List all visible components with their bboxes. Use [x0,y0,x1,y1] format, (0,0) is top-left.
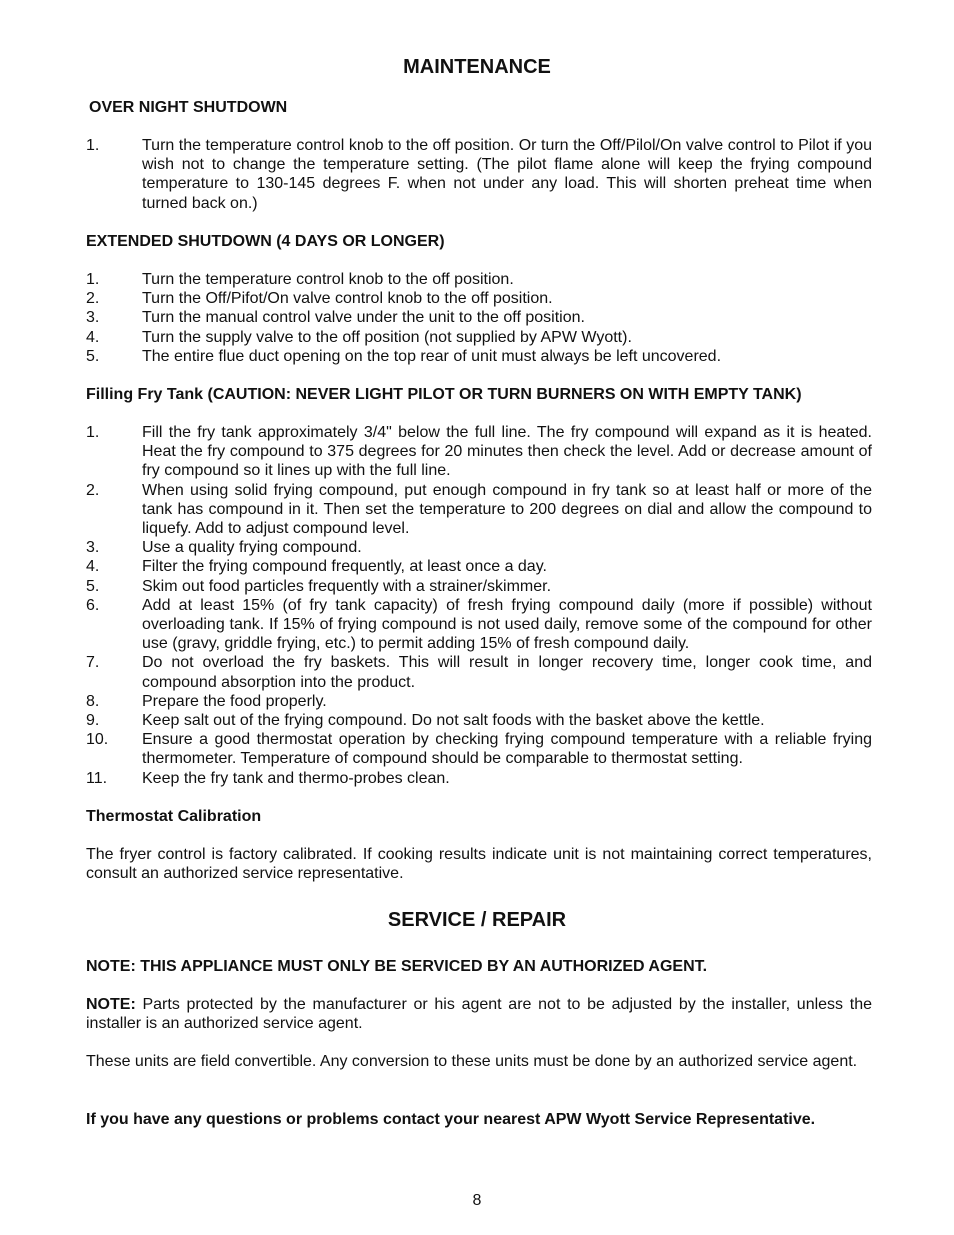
thermostat-calibration-heading: Thermostat Calibration [86,808,262,825]
item-text: Fill the fry tank approximately 3/4" below the full line. The fry compound will expand as it is heated. Heat the fry compound to 375 degrees for 20 minutes then check the level. Add or decrease amount of fry compound so it lines up with the full line. [142,424,872,480]
item-number: 4. [86,558,100,576]
list-item [86,328,872,347]
maintenance-title: MAINTENANCE [403,56,551,78]
list-item [86,730,872,768]
overnight-shutdown-list [86,136,872,213]
service-note-parts [86,995,872,1033]
page-number: 8 [472,1192,482,1209]
list-item [86,481,872,539]
item-number: 1. [86,424,100,441]
item-text: Turn the temperature control knob to the off position. [142,271,514,288]
extended-shutdown-heading: EXTENDED SHUTDOWN (4 DAYS OR LONGER) [86,233,445,250]
item-text: Skim out food particles frequently with a strainer/skimmer. [142,577,552,595]
item-text: Turn the supply valve to the off position (not supplied by APW Wyott). [142,328,632,346]
list-item [86,577,872,596]
list-item [86,538,872,557]
item-number: 9. [86,712,100,730]
item-number: 1. [86,137,100,154]
list-item [86,308,872,327]
item-text: Filter the frying compound frequently, at least once a day. [142,558,547,576]
item-text: Prepare the food properly. [142,692,327,710]
overnight-shutdown-heading: OVER NIGHT SHUTDOWN [89,99,288,116]
item-number: 11. [86,769,108,787]
list-item [86,289,872,308]
item-number: 4. [86,328,100,346]
item-text: Use a quality frying compound. [142,539,362,557]
note-text: Parts protected by the manufacturer or his agent are not to be adjusted by the installer, unless the installer is an authorized service agent. [86,996,872,1033]
item-number: 3. [86,309,100,327]
list-item [86,557,872,576]
item-text: Add at least 15% (of fry tank capacity) of fresh frying compound daily (more if possible) without overloading tank. If 15% of frying compound is not used daily, remove some of the compound for other use (gravy, griddle frying, etc.) to permit adding 15% of fresh compound daily. [142,596,872,653]
item-text: When using solid frying compound, put enough compound in fry tank so at least half or more of the tank has compound in it. Then set the temperature to 200 degrees on dial and allow the compound to liquefy. Add to adjust compound level. [142,481,872,538]
note-label: NOTE: [86,996,136,1013]
item-number: 6. [86,596,100,614]
item-number: 7. [86,654,100,672]
item-text: Turn the temperature control knob to the off position. Or turn the Off/Pilol/On valve control to Pilot if you wish not to change the temperature setting. (The pilot flame alone will keep the frying compound temperature to 130-145 degrees F. when not under any load. This will shorten preheat time when turned back on.) [142,137,872,212]
item-number: 2. [86,481,100,499]
list-item [86,769,872,788]
thermostat-calibration-text: The fryer control is factory calibrated. If cooking results indicate unit is not maintaining correct temperatures, consult an authorized service representative. [86,846,872,883]
contact-service-text: If you have any questions or problems contact your nearest APW Wyott Service Representative. [86,1111,816,1128]
list-item [86,270,872,289]
list-item [86,711,872,730]
item-text: Keep salt out of the frying compound. Do not salt foods with the basket above the kettle. [142,712,765,730]
list-item [86,653,872,691]
item-number: 3. [86,539,100,557]
item-text: The entire flue duct opening on the top rear of unit must always be left uncovered. [142,347,722,365]
item-number: 5. [86,347,100,365]
item-number: 10. [86,731,109,749]
item-text: Turn the manual control valve under the unit to the off position. [142,309,585,327]
filling-fry-tank-heading: Filling Fry Tank (CAUTION: NEVER LIGHT PILOT OR TURN BURNERS ON WITH EMPTY TANK) [86,386,802,403]
service-note-authorized: NOTE: THIS APPLIANCE MUST ONLY BE SERVICED BY AN AUTHORIZED AGENT. [86,958,708,975]
list-item [86,423,872,481]
field-convertible-text: These units are field convertible. Any conversion to these units must be done by an authorized service agent. [86,1053,858,1070]
item-text: Keep the fry tank and thermo-probes clean. [142,769,450,787]
item-number: 1. [86,271,100,288]
list-item [86,596,872,654]
item-text: Ensure a good thermostat operation by checking frying compound temperature with a reliable frying thermometer. Temperature of compound should be comparable to thermostat setting. [142,731,872,768]
item-number: 2. [86,290,100,308]
list-item [86,136,872,213]
filling-fry-tank-list [86,423,872,788]
service-repair-title: SERVICE / REPAIR [387,909,567,931]
item-text: Turn the Off/Pifot/On valve control knob to the off position. [142,290,553,308]
list-item [86,692,872,711]
list-item [86,347,872,366]
item-text: Do not overload the fry baskets. This will result in longer recovery time, longer cook time, and compound absorption into the product. [142,654,872,691]
item-number: 5. [86,577,100,595]
extended-shutdown-list [86,270,872,366]
item-number: 8. [86,692,100,710]
